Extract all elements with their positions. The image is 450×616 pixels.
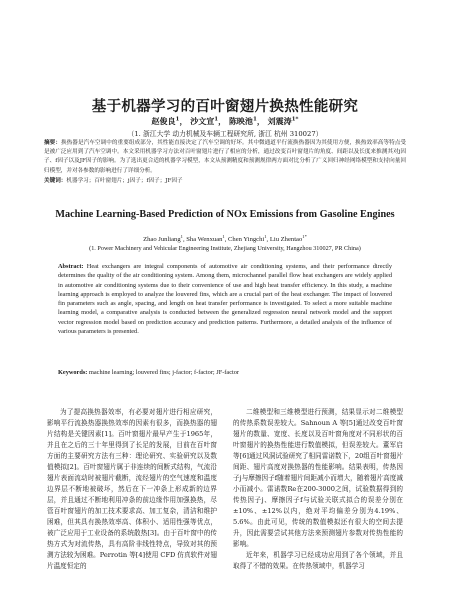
author-name: Liu Zhentao [269,236,303,243]
english-keywords [58,368,392,377]
english-abstract [58,262,392,364]
keywords-label: 关键词： [44,178,67,184]
author-name: 陈映池 [228,116,253,126]
chinese-title: 基于机器学习的百叶窗翅片换热性能研究 [91,99,359,115]
author-marker: 1 [252,116,257,123]
body-column-right [233,407,403,607]
author-name: 沙文宣 [190,116,215,126]
body-paragraph: 近年来，机器学习已经成功应用到了各个领域，并且取得了不错的效果。在传热领域中，机器学习 [233,551,403,570]
keywords-text: 机器学习；百叶窗翅片；j因子；f因子；JF因子 [66,178,183,184]
english-title: Machine Learning-Based Prediction of NOx Emissions from Gasoline Engines [55,209,395,220]
abstract-text: Heat exchangers are integral components of automotive air conditioning systems, and their performance directly determines the quality of the air conditioning system. Among them, microchannel parallel flow heat exchangers are widely applied in automotive air conditioning systems due to their convenience of use and high heat transfer efficiency. In this study, a machine learning approach is employed to analyze the louvered fins, which are a crucial part of the heat exchanger. The impact of louvered fin parameters such as angle, spacing, and length on heat transfer performance is investigated. To select a more suitable machine learning model, a comparative analysis is conducted between the generalized regression neural network model and the support vector regression model based on prediction accuracy and prediction patterns. Furthermore, a detailed analysis of the influence of various parameters is presented. [58,263,392,336]
abstract-text: 换热器是汽车空调中的重要组成部分，其性能直接决定了汽车空调的好坏。其中微通道平行流换热器因为其使用方便，换热效率高等特点受是被广泛应用到了汽车空调中。本文采用机器学习方法对百叶窗翅片进行了相应的分析，通过改变百叶窗翅片的角度、间距以及长度来推测其对j因子、f因子以及JF因子的影响。为了选出更合适的机器学习模型，本文从预测精度和预测规律两方面对比分析了广义回归神经网络模型和支持向量回归模型，并对各参数的影响进行了详细分析。 [44,140,406,174]
author-name: 刘震涛 [267,116,292,126]
body-column-left [47,407,217,607]
author-marker: 1* [291,116,299,123]
abstract-label: Abstract: [58,263,84,270]
chinese-keywords [44,177,406,186]
body-paragraph: 二维模型和三维模型进行预测，结果显示对二维模型的传热系数误差较大。Sahnoun A 等[5]通过改变百叶窗翅片的数量、宽度、长度以及百叶窗角度对不同形状的百叶窗翅片的换热性能进行数值模拟，但误差较大。董军启等[6]通过风洞试验研究了相同雷诺数下，20组百叶窗翅片间距、翅片高度对换热器的性能影响。结果表明，传热因子j与摩擦因子f随着翅片间距减小而增大，随着翅片高度减小而减小。雷诺数Re在200-3000之间，试验数据得到的传热因子j、摩擦因子f与试验关联式拟合的误差分别在±10%、±12%以内，绝对平均偏差分别为4.19%、5.6%。由此可见，传统的数值模拟还有很大的空间去提升，因此需要尝试其他方法来预测翅片参数对传热性能的影响。 [233,408,403,548]
abstract-label: 摘要： [44,140,61,146]
chinese-affiliation: （1. 浙江大学 动力机械及车辆工程研究所, 浙江 杭州 310027） [127,130,323,138]
author-name: Chen Yingchi [228,236,265,243]
author-marker: 1 [180,233,183,239]
english-authors: Zhao Junliang$^1$, Sha Wenxuan$^1$, Chen Yingchi$^1$, Liu Zhentao$^{1*}$ [143,233,307,243]
chinese-abstract [44,139,406,175]
author-name: 赵俊良 [151,116,176,126]
english-affiliation: (1. Power Machinery and Vehicular Engineering Institute, Zhejiang University, Hangzhou 310027, PR China) [89,245,361,252]
chinese-authors: 赵俊良$^1$， 沙文宣$^1$， 陈映池$^1$， 刘震涛$^{1*}$ [151,116,299,126]
author-marker: 1 [175,116,180,123]
keywords-text: machine learning; louvered fins; j-factor; f-factor; JF-factor [88,369,239,376]
author-marker: 1 [214,116,219,123]
author-marker: 1 [222,233,225,239]
author-name: Zhao Junliang [143,236,181,243]
author-name: Sha Wenxuan [186,236,223,243]
keywords-label: Keywords: [58,369,88,376]
author-marker: 1* [302,233,307,239]
author-marker: 1 [264,233,267,239]
body-paragraph: 为了提高换热器效率，有必要对翅片进行相应研究，影响平行流换热器换热效率的因素有很多，而换热器的翅片结构是关键因素[1]。百叶窗翅片最早产生于1965年，并且在之后的三十年里得到了长足的发展，目前在百叶窗方面的主要研究方法有三种：理论研究、实验研究以及数值模拟[2]。百叶窗翅片属于非连续的间断式结构，气流沿翅片表面流动时被翅片截断，流经翅片的空气速度和温度边界层不断地被破坏，然后在下一冲条上形成新的边界层，并且通过不断地利用冲条的前边缘作用加强换热，尽管百叶窗翅片的加工技术要求高、加工复杂，清洁和维护困难，但其具有换热效率高、体积小、适用性强等优点，被广泛应用于工业设备的系统散热[3]。由于百叶窗中的传热方式为对流传热，具有高阶非线性特点，导致对其的预测方法较为困难。Perrotin 等[4]使用 CFD 仿真软件对翅片温度恒定的 [47,408,217,570]
